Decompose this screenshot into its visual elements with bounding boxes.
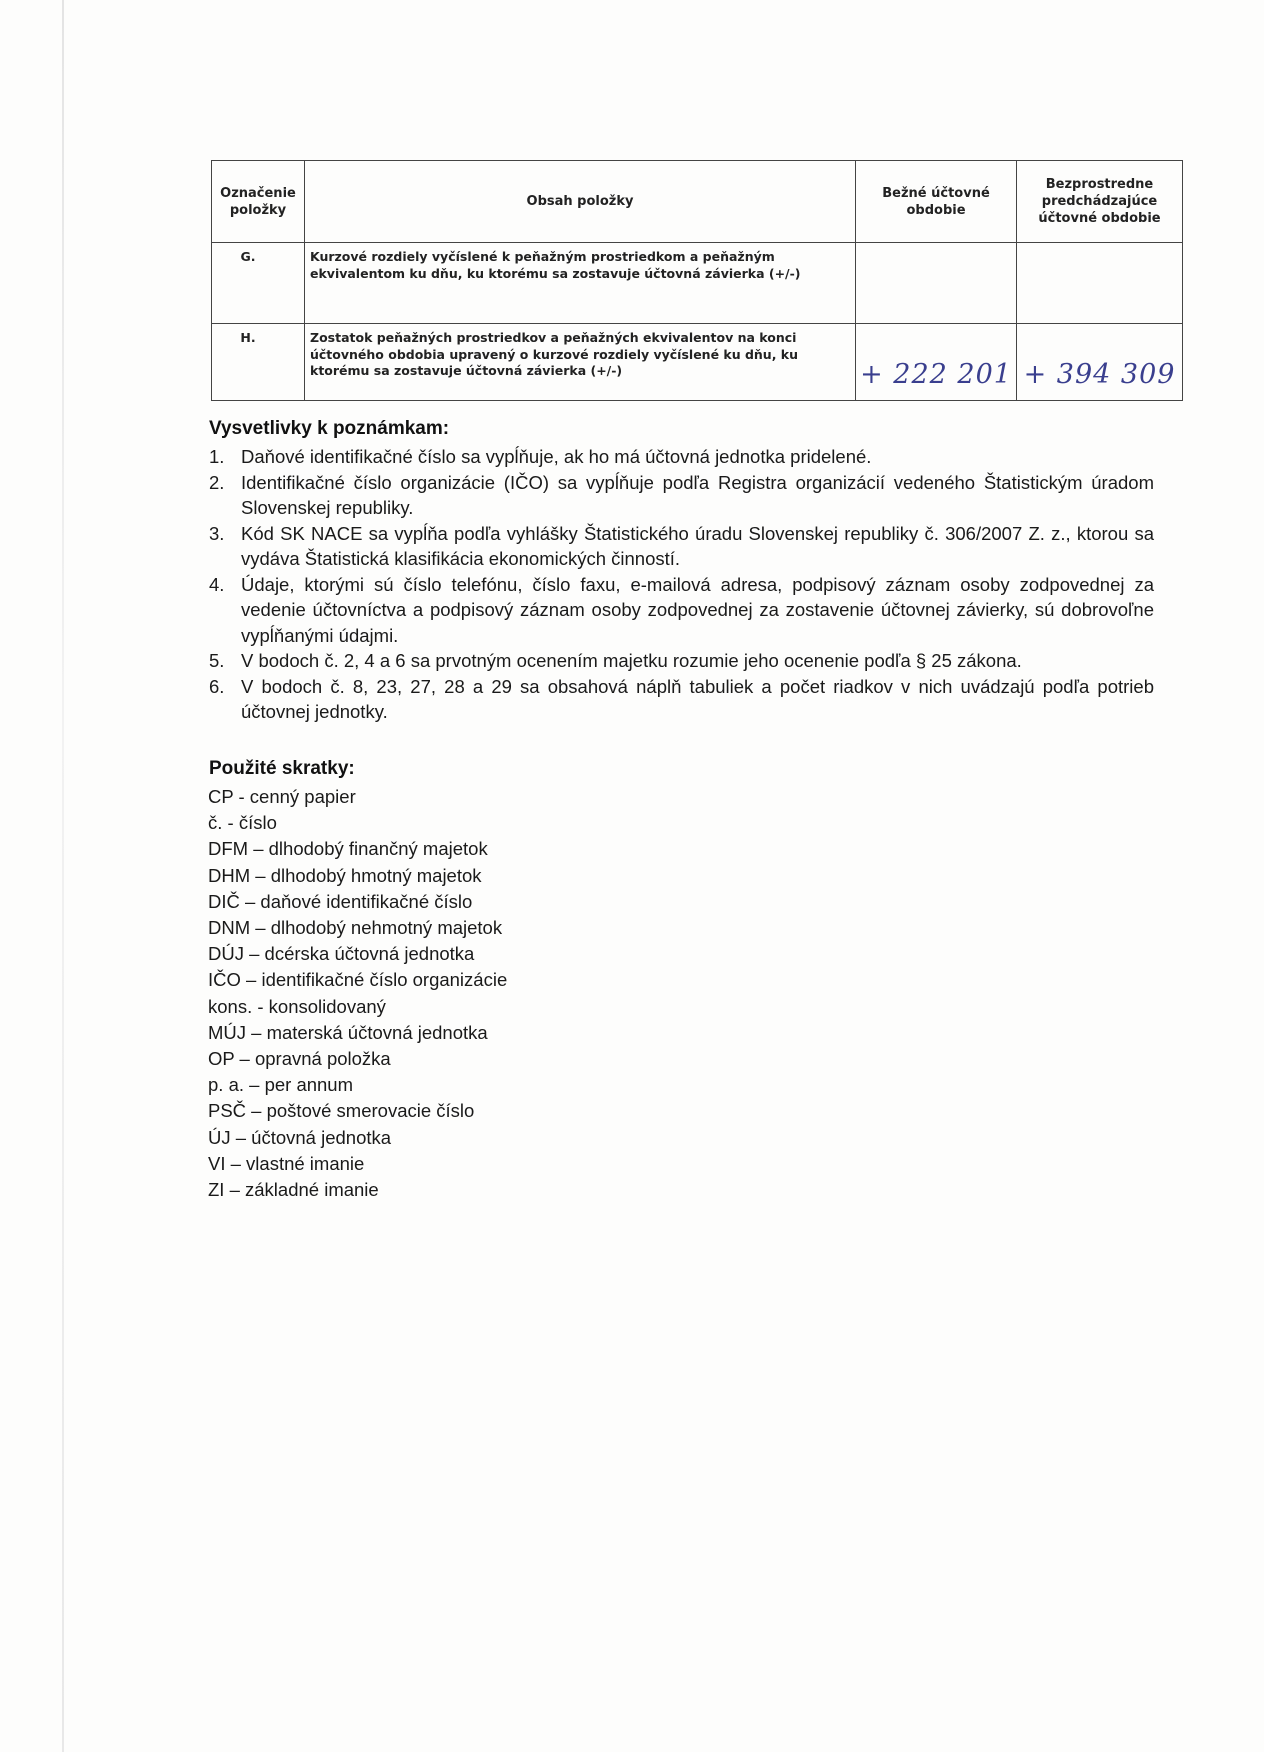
- header-current-period: Bežné účtovné obdobie: [856, 161, 1017, 243]
- scan-edge: [62, 0, 64, 1752]
- list-item: DFM – dlhodobý finančný majetok: [208, 838, 488, 860]
- row-previous-value: [1017, 243, 1183, 324]
- list-item: ZI – základné imanie: [208, 1179, 379, 1201]
- list-item: VI – vlastné imanie: [208, 1152, 365, 1174]
- row-previous-value: [1017, 324, 1183, 401]
- list-item: DIČ – daňové identifikačné číslo: [208, 890, 473, 912]
- handwritten-current-value: + 222 201: [860, 358, 1012, 390]
- abbreviations-title: Použité skratky:: [209, 758, 355, 779]
- list-item: DÚJ – dcérska účtovná jednotka: [208, 943, 475, 965]
- list-item: 1. Daňové identifikačné číslo sa vypĺňuje, ak ho má účtovná jednotka pridelené.: [209, 446, 872, 467]
- row-code: H.: [212, 324, 305, 401]
- notes-title: Vysvetlivky k poznámkam:: [209, 418, 450, 439]
- list-item: MÚJ – materská účtovná jednotka: [208, 1021, 488, 1043]
- row-current-value: [856, 243, 1017, 324]
- list-item: ÚJ – účtovná jednotka: [208, 1126, 392, 1148]
- list-item: IČO – identifikačné číslo organizácie: [208, 969, 508, 991]
- handwritten-previous-value: + 394 309: [1023, 358, 1176, 390]
- header-code: Označenie položky: [212, 161, 305, 243]
- row-current-value: [856, 324, 1017, 401]
- table-row: [212, 324, 1183, 401]
- list-item: DNM – dlhodobý nehmotný majetok: [208, 917, 503, 939]
- table-header-row: [212, 161, 1183, 243]
- table-row: [212, 243, 1183, 324]
- row-description: Zostatok peňažných prostriedkov a peňažných ekvivalentov na konci účtovného obdobia upravený o kurzové rozdiely vyčíslené ku dňu, ku ktorému sa zostavuje účtovná závierka (+/-): [305, 324, 856, 401]
- list-item: 4. Údaje, ktorými sú číslo telefónu, číslo faxu, e-mailová adresa, podpisový záznam osoby zodpovednej za vedenie účtovníctva a podpisový záznam osoby zodpovednej za zostavenie účtovnej závierky, sú dobrovoľne vypĺňanými údajmi.: [209, 573, 1154, 646]
- abbreviations-list: [208, 784, 507, 1203]
- list-item: PSČ – poštové smerovacie číslo: [208, 1100, 475, 1122]
- list-item: 6. V bodoch č. 8, 23, 27, 28 a 29 sa obsahová náplň tabuliek a počet riadkov v nich uvádzajú podľa potrieb účtovnej jednotky.: [209, 675, 1154, 722]
- cash-flow-table: [211, 160, 1183, 401]
- notes-list: [209, 444, 1154, 725]
- list-item: kons. - konsolidovaný: [208, 995, 386, 1017]
- list-item: 3. Kód SK NACE sa vypĺňa podľa vyhlášky Štatistického úradu Slovenskej republiky č. 306/2007 Z. z., ktorou sa vydáva Štatistická klasifikácia ekonomických činností.: [209, 522, 1154, 569]
- header-previous-period: Bezprostredne predchádzajúce účtovné obdobie: [1017, 161, 1183, 243]
- row-code: G.: [212, 243, 305, 324]
- list-item: p. a. – per annum: [208, 1074, 354, 1096]
- list-item: 5. V bodoch č. 2, 4 a 6 sa prvotným ocenením majetku rozumie jeho ocenenie podľa § 25 zákona.: [209, 650, 1022, 671]
- list-item: č. - číslo: [208, 812, 277, 834]
- list-item: OP – opravná položka: [208, 1048, 391, 1070]
- list-item: DHM – dlhodobý hmotný majetok: [208, 864, 482, 886]
- list-item: 2. Identifikačné číslo organizácie (IČO) sa vypĺňuje podľa Registra organizácií vedeného Štatistickým úradom Slovenskej republiky.: [209, 471, 1154, 518]
- list-item: CP - cenný papier: [208, 786, 356, 807]
- header-content: Obsah položky: [305, 161, 856, 243]
- row-description: Kurzové rozdiely vyčíslené k peňažným prostriedkom a peňažným ekvivalentom ku dňu, ku ktorému sa zostavuje účtovná závierka (+/-): [305, 243, 856, 324]
